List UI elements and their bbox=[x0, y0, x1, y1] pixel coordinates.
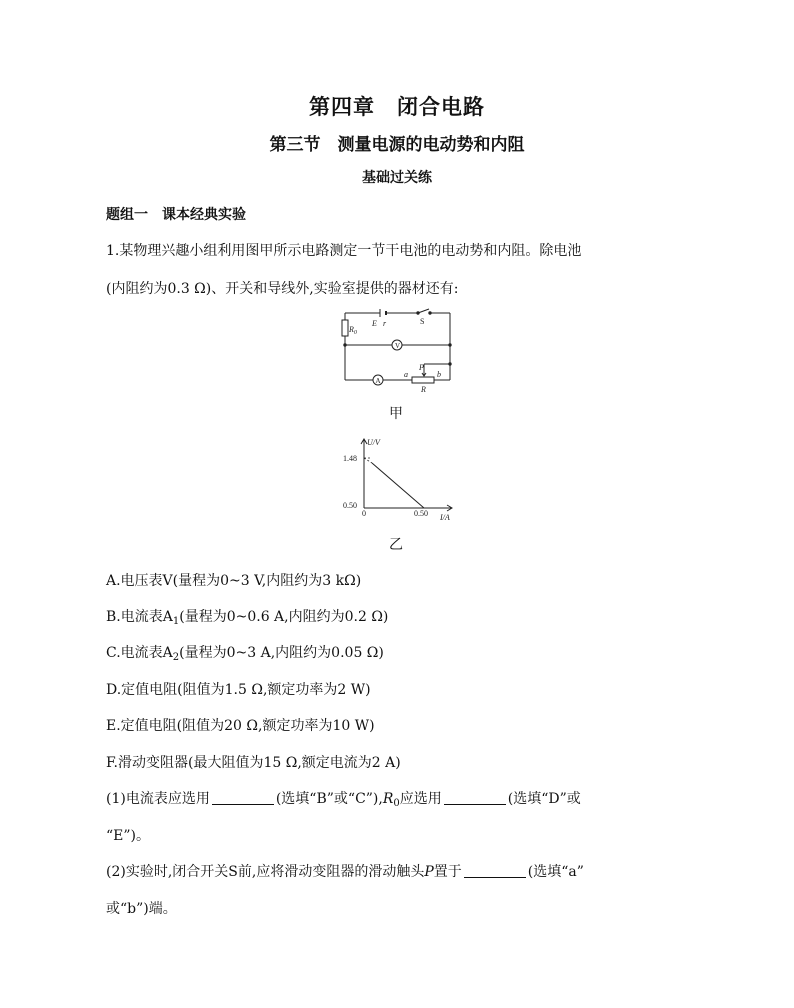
end-b-label: b bbox=[437, 370, 441, 379]
end-a-label: a bbox=[404, 370, 408, 379]
r0-resistor bbox=[342, 320, 348, 336]
figure-a-caption: 甲 bbox=[389, 406, 403, 422]
part2-line2: 或“b”)端。 bbox=[106, 901, 177, 917]
switch-contact bbox=[429, 312, 431, 314]
switch-blade bbox=[418, 309, 429, 313]
group-title: 题组一 课本经典实验 bbox=[106, 207, 246, 223]
option-a: A.电压表V(量程为0~3 V,内阻约为3 kΩ) bbox=[106, 573, 362, 589]
data-line bbox=[372, 463, 424, 508]
question-stem-line2: (内阻约为0.3 Ω)、开关和导线外,实验室提供的器材还有: bbox=[106, 281, 459, 297]
rheostat bbox=[412, 377, 434, 383]
y-tick-bottom: 0.50 bbox=[343, 501, 357, 510]
figure-b-caption: 乙 bbox=[389, 537, 403, 553]
slider-node bbox=[449, 363, 451, 365]
y-tick-top: 1.48 bbox=[343, 454, 357, 463]
section-title: 第三节 测量电源的电动势和内阻 bbox=[269, 135, 525, 155]
option-f: F.滑动变阻器(最大阻值为15 Ω,额定电流为2 A) bbox=[106, 755, 401, 771]
data-line-extension bbox=[364, 458, 372, 463]
option-b: B.电流表$A_1$(量程为0~0.6 A,内阻约为0.2 Ω) bbox=[106, 609, 389, 627]
option-c: C.电流表$A_2$(量程为0~3 A,内阻约为0.05 Ω) bbox=[106, 645, 384, 663]
rheostat-label: R bbox=[421, 385, 426, 394]
practice-title: 基础过关练 bbox=[362, 170, 432, 186]
chapter-title: 第四章 闭合电路 bbox=[309, 95, 485, 119]
ammeter-label: A bbox=[375, 377, 381, 385]
emf-label: E bbox=[372, 319, 377, 328]
node-right bbox=[449, 344, 451, 346]
part1-line2: “E”)。 bbox=[106, 828, 150, 844]
node-left bbox=[344, 344, 346, 346]
y-axis-label: U/V bbox=[367, 438, 380, 447]
part1-blank-2[interactable] bbox=[444, 790, 506, 805]
r0-label: $R_0$ bbox=[349, 325, 357, 336]
switch-label: S bbox=[420, 317, 425, 326]
part2-blank[interactable] bbox=[464, 863, 526, 878]
x-axis-label: I/A bbox=[440, 513, 450, 522]
ui-graph bbox=[340, 436, 460, 522]
part1-line1: (1)电流表应选用 (选填“B”或“$C”),R_0$应选用 (选填“D”或 bbox=[106, 791, 581, 809]
part1-blank-1[interactable] bbox=[212, 790, 274, 805]
part2-line1: (2)实验时,闭合开关S前,应将滑动变阻器的滑动触头P置于 (选填“a” bbox=[106, 864, 584, 880]
origin-label: 0 bbox=[362, 509, 366, 518]
circuit-diagram bbox=[340, 308, 460, 394]
slider-label: P bbox=[419, 363, 424, 372]
option-d: D.定值电阻(阻值为1.5 Ω,额定功率为2 W) bbox=[106, 682, 371, 698]
voltmeter-label: V bbox=[395, 342, 401, 350]
question-stem-line1: 1.某物理兴趣小组利用图甲所示电路测定一节干电池的电动势和内阻。除电池 bbox=[106, 243, 582, 259]
x-tick: 0.50 bbox=[414, 509, 428, 518]
internal-resistance-label: r bbox=[383, 319, 387, 328]
option-e: E.定值电阻(阻值为20 Ω,额定功率为10 W) bbox=[106, 718, 375, 734]
